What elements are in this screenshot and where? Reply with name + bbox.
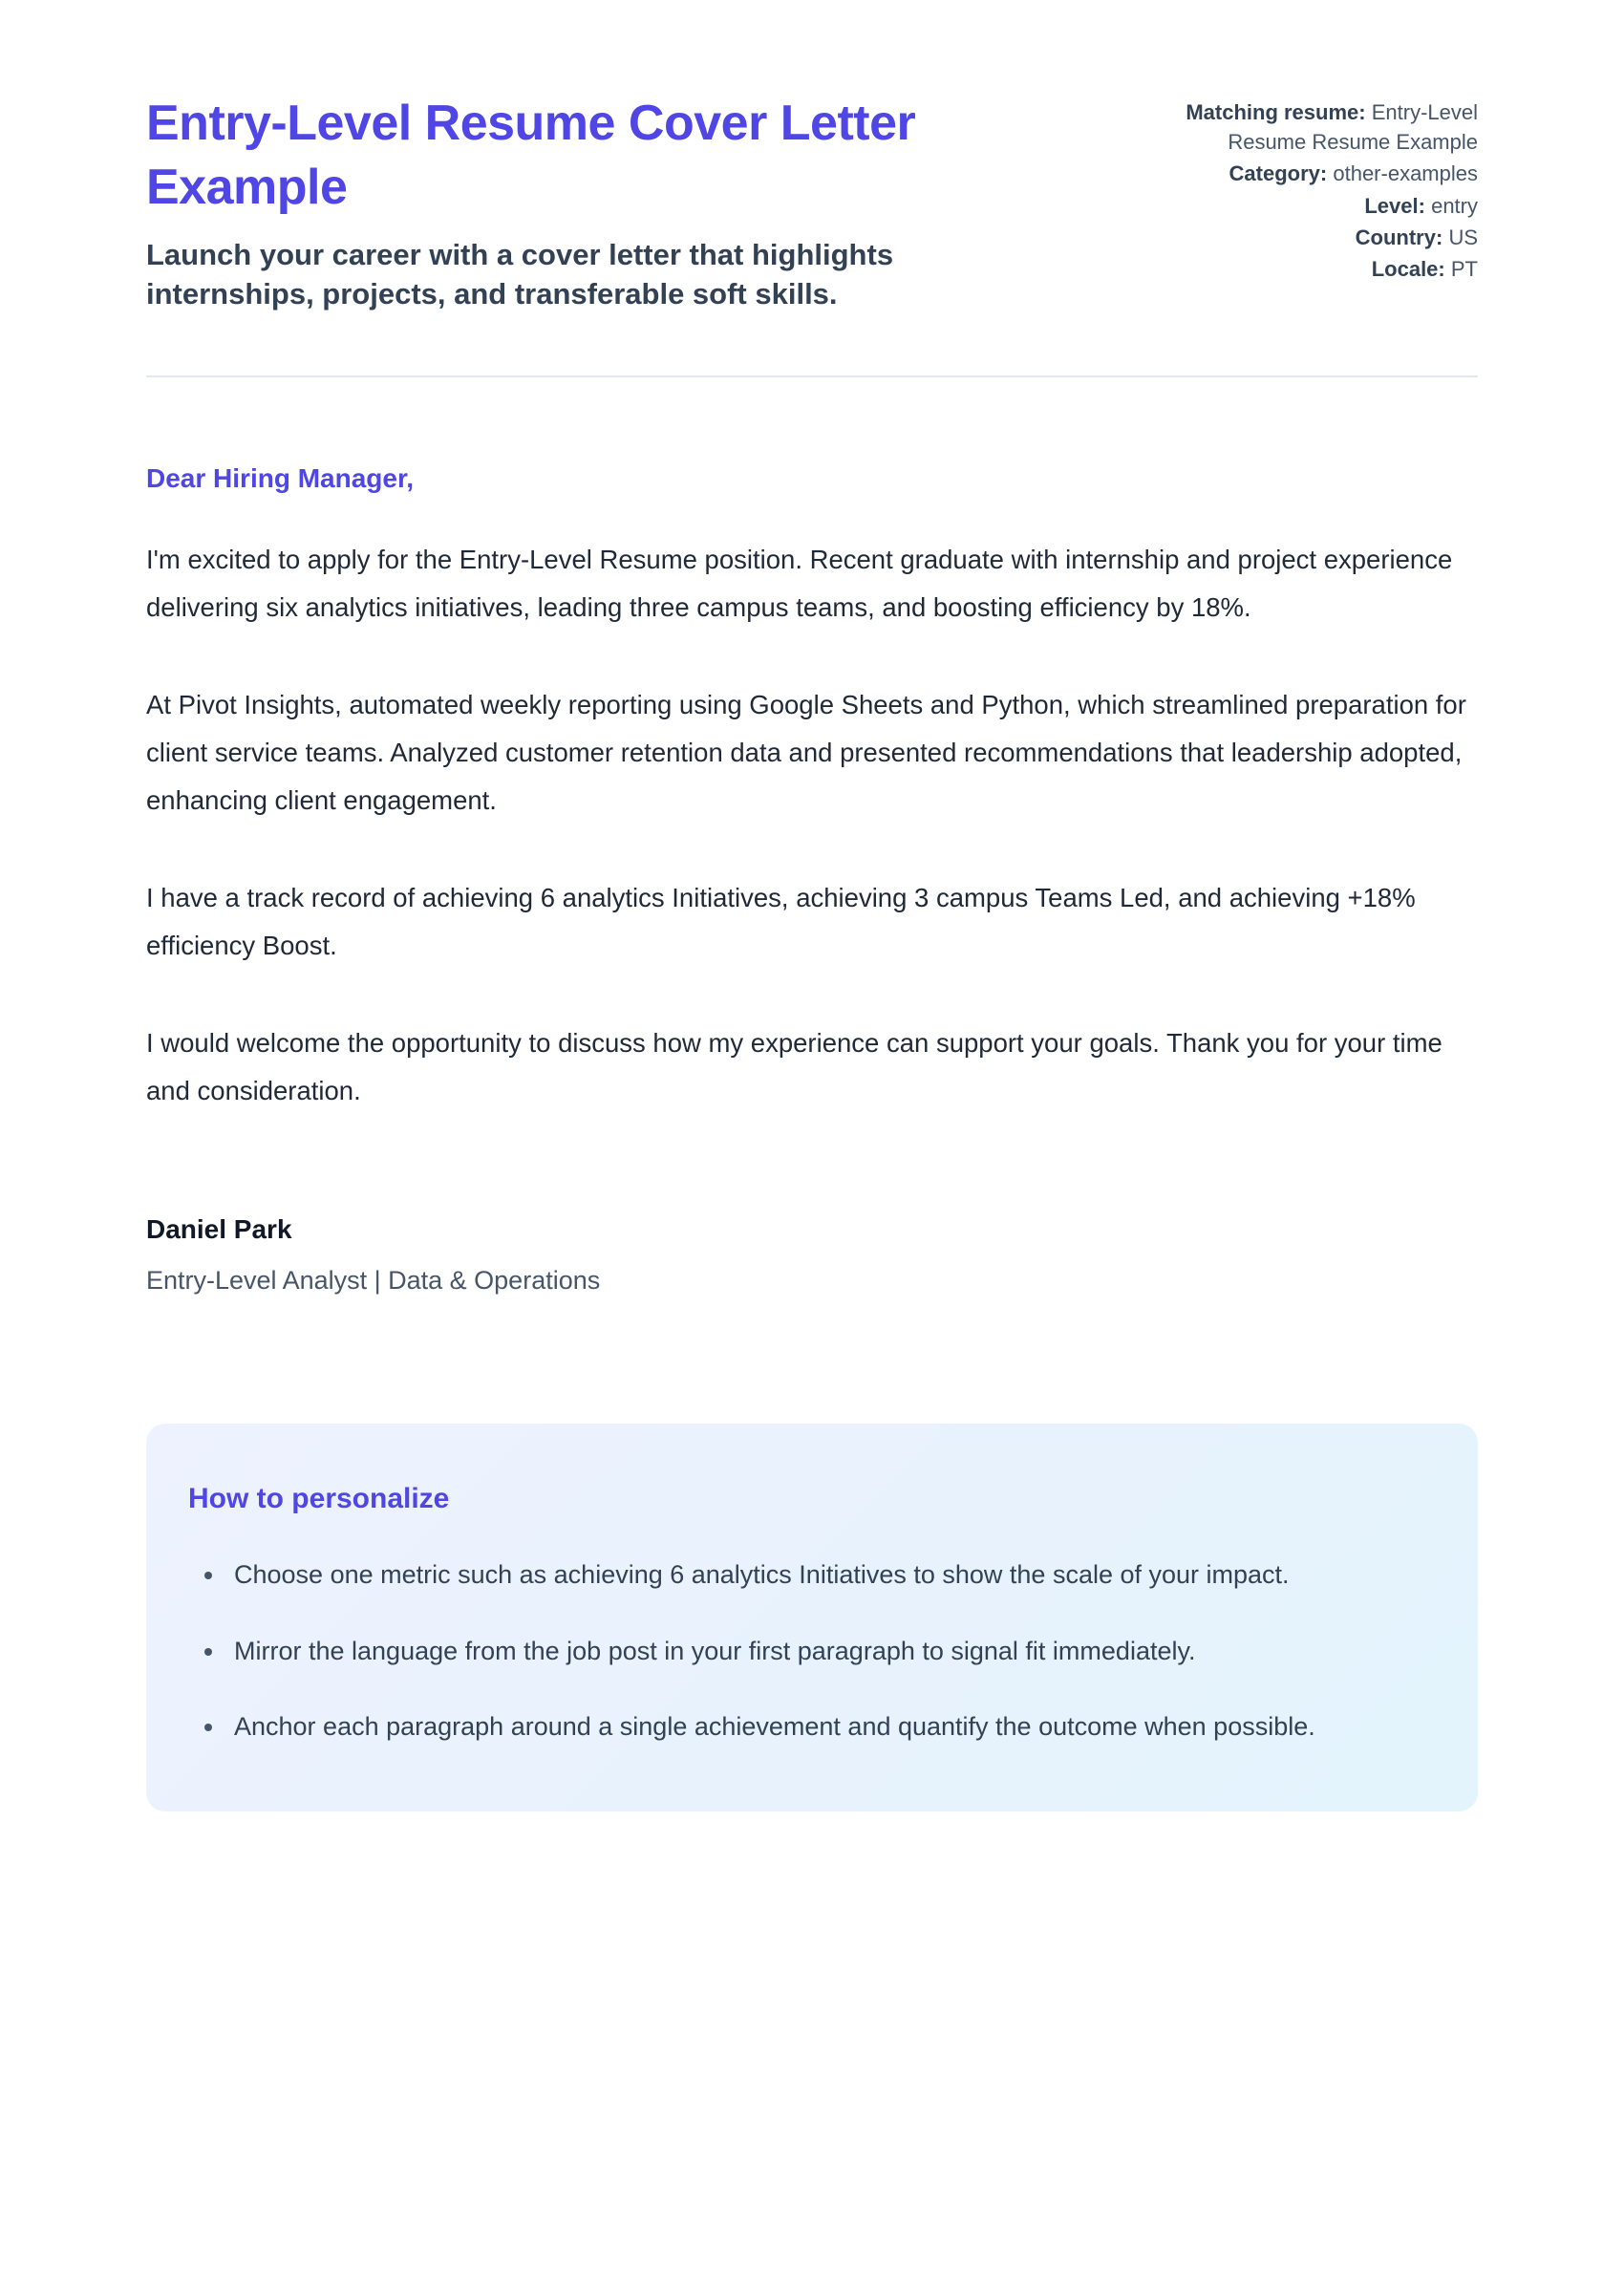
signature-name: Daniel Park bbox=[146, 1214, 292, 1245]
tips-heading: How to personalize bbox=[188, 1483, 450, 1515]
letter-paragraph: At Pivot Insights, automated weekly reporting using Google Sheets and Python, which streamlined preparation for client service teams. Analyzed customer retention data and presented recommendations that leadership adopted, enhancing client engagement. bbox=[146, 690, 1466, 816]
meta-label: Country: bbox=[1355, 225, 1443, 249]
meta-row-level bbox=[1148, 191, 1478, 221]
letter-body bbox=[146, 463, 1478, 1296]
page-header bbox=[146, 92, 1478, 314]
page-subtitle: Launch your career with a cover letter that highlights internships, projects, and transferable soft skills. bbox=[146, 238, 894, 311]
meta-label: Level: bbox=[1364, 193, 1425, 218]
meta-value: US bbox=[1448, 225, 1478, 249]
letter-paragraph: I'm excited to apply for the Entry-Level Resume position. Recent graduate with internship and project experience delivering six analytics initiatives, leading three campus teams, and boosting efficiency by 18%. bbox=[146, 544, 1453, 622]
meta-row-locale bbox=[1148, 254, 1478, 284]
letter-paragraph: I have a track record of achieving 6 analytics Initiatives, achieving 3 campus Teams Led, and achieving +18% efficiency Boost. bbox=[146, 883, 1416, 961]
tips-list bbox=[188, 1554, 1411, 1748]
meta-label: Matching resume: bbox=[1186, 100, 1366, 124]
letter-greeting: Dear Hiring Manager, bbox=[146, 462, 415, 493]
header-title-block bbox=[146, 92, 1063, 314]
signature-role: Entry-Level Analyst | Data & Operations bbox=[146, 1266, 601, 1296]
meta-value: Entry-Level Resume Resume Example bbox=[1228, 100, 1478, 155]
meta-label: Category: bbox=[1229, 161, 1328, 186]
meta-row-category bbox=[1148, 159, 1478, 188]
personalization-tips-card bbox=[146, 1424, 1478, 1811]
tip-item: • Anchor each paragraph around a single achievement and quantify the outcome when possible. bbox=[226, 1705, 1411, 1748]
header-divider bbox=[146, 375, 1478, 377]
meta-row-matching-resume bbox=[1148, 97, 1478, 157]
meta-label: Locale: bbox=[1371, 257, 1445, 282]
meta-row-country bbox=[1148, 223, 1478, 252]
tip-item: • Mirror the language from the job post in your first paragraph to signal fit immediately. bbox=[226, 1630, 1411, 1673]
meta-value: PT bbox=[1450, 257, 1478, 282]
signature-block bbox=[146, 1214, 1478, 1296]
resume-meta-block bbox=[1148, 92, 1478, 286]
letter-paragraph: I would welcome the opportunity to discuss how my experience can support your goals. Thank you for your time and consideration. bbox=[146, 1028, 1442, 1106]
tip-item: • Choose one metric such as achieving 6 analytics Initiatives to show the scale of your impact. bbox=[226, 1554, 1411, 1597]
meta-value: entry bbox=[1431, 193, 1478, 218]
page-title: Entry-Level Resume Cover Letter Example bbox=[146, 96, 916, 215]
meta-value: other-examples bbox=[1333, 161, 1478, 186]
